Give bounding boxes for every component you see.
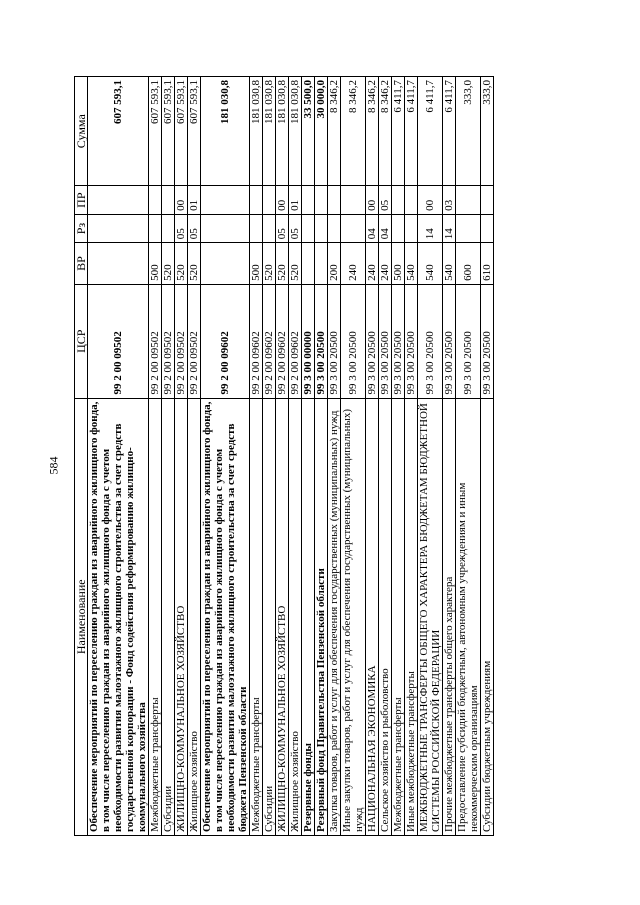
cell-vr: 240 — [366, 243, 379, 285]
cell-sum: 333,0 — [481, 77, 494, 186]
cell-rz: 04 — [379, 214, 392, 242]
cell-rz — [162, 214, 175, 242]
cell-vr: 520 — [276, 243, 289, 285]
cell-sum: 607 593,1 — [149, 77, 162, 186]
table-row — [201, 77, 250, 836]
cell-csr: 99 3 00 20500 — [443, 284, 456, 398]
cell-rz: 04 — [366, 214, 379, 242]
cell-rz — [481, 214, 494, 242]
cell-rz — [201, 214, 250, 242]
cell-name: Субсидии — [162, 398, 175, 835]
cell-sum: 181 030,8 — [201, 77, 250, 186]
cell-pr: 01 — [289, 186, 302, 214]
table-header-row — [75, 77, 88, 836]
table-row — [250, 77, 263, 836]
cell-csr: 99 3 00 20500 — [315, 284, 328, 398]
cell-rz — [149, 214, 162, 242]
cell-vr — [315, 243, 328, 285]
cell-rz: 05 — [276, 214, 289, 242]
cell-vr: 520 — [263, 243, 276, 285]
cell-vr — [201, 243, 250, 285]
cell-vr: 240 — [341, 243, 366, 285]
cell-pr — [263, 186, 276, 214]
cell-name: Прочие межбюджетные трансферты общего характера — [443, 398, 456, 835]
cell-vr: 500 — [250, 243, 263, 285]
table-row — [392, 77, 405, 836]
cell-rz: 05 — [289, 214, 302, 242]
cell-vr: 610 — [481, 243, 494, 285]
table-row — [481, 77, 494, 836]
cell-vr: 240 — [379, 243, 392, 285]
cell-sum: 607 593,1 — [175, 77, 188, 186]
cell-csr: 99 2 00 09602 — [276, 284, 289, 398]
cell-pr — [250, 186, 263, 214]
cell-rz — [341, 214, 366, 242]
table-row — [418, 77, 443, 836]
cell-name: Иные закупки товаров, работ и услуг для обеспечения государственных (муниципальных) нужд — [341, 398, 366, 835]
cell-rz — [392, 214, 405, 242]
header-vr: ВР — [75, 243, 88, 285]
table-row — [366, 77, 379, 836]
cell-vr: 520 — [289, 243, 302, 285]
cell-rz — [405, 214, 418, 242]
table-row — [302, 77, 315, 836]
cell-rz: 05 — [175, 214, 188, 242]
table-row — [315, 77, 328, 836]
budget-table — [74, 76, 494, 836]
cell-sum: 8 346,2 — [366, 77, 379, 186]
cell-csr: 99 2 00 09502 — [149, 284, 162, 398]
cell-rz — [328, 214, 341, 242]
cell-pr: 00 — [366, 186, 379, 214]
cell-name: Предоставление субсидий бюджетным, автономным учреждениям и иным некоммерческим организациям — [456, 398, 481, 835]
header-pr: ПР — [75, 186, 88, 214]
cell-name: Межбюджетные трансферты — [149, 398, 162, 835]
table-row — [175, 77, 188, 836]
cell-sum: 333,0 — [456, 77, 481, 186]
table-row — [149, 77, 162, 836]
cell-rz — [456, 214, 481, 242]
table-row — [276, 77, 289, 836]
cell-sum: 181 030,8 — [289, 77, 302, 186]
cell-pr: 01 — [188, 186, 201, 214]
cell-csr: 99 2 00 09502 — [175, 284, 188, 398]
table-row — [88, 77, 149, 836]
cell-pr — [201, 186, 250, 214]
cell-sum: 6 411,7 — [405, 77, 418, 186]
cell-vr: 540 — [405, 243, 418, 285]
cell-name: Жилищное хозяйство — [289, 398, 302, 835]
cell-pr: 00 — [418, 186, 443, 214]
cell-sum: 607 593,1 — [88, 77, 149, 186]
cell-name: Резервный фонд Правительства Пензенской области — [315, 398, 328, 835]
cell-name: Субсидии бюджетным учреждениям — [481, 398, 494, 835]
cell-vr — [302, 243, 315, 285]
cell-sum: 6 411,7 — [443, 77, 456, 186]
cell-sum: 607 593,1 — [188, 77, 201, 186]
cell-csr: 99 3 00 20500 — [456, 284, 481, 398]
cell-sum: 181 030,8 — [263, 77, 276, 186]
table-row — [379, 77, 392, 836]
page-number: 584 — [46, 456, 61, 475]
table-row — [289, 77, 302, 836]
cell-pr — [405, 186, 418, 214]
cell-csr: 99 2 00 09502 — [188, 284, 201, 398]
cell-name: МЕЖБЮДЖЕТНЫЕ ТРАНСФЕРТЫ ОБЩЕГО ХАРАКТЕРА БЮДЖЕТАМ БЮДЖЕТНОЙ СИСТЕМЫ РОССИЙСКОЙ ФЕДЕРАЦИИ — [418, 398, 443, 835]
cell-vr: 520 — [188, 243, 201, 285]
cell-vr: 540 — [418, 243, 443, 285]
cell-vr: 520 — [175, 243, 188, 285]
cell-csr: 99 3 00 20500 — [481, 284, 494, 398]
cell-pr — [392, 186, 405, 214]
cell-sum: 6 411,7 — [418, 77, 443, 186]
cell-vr: 500 — [149, 243, 162, 285]
cell-name: Межбюджетные трансферты — [250, 398, 263, 835]
cell-pr — [328, 186, 341, 214]
cell-name: Межбюджетные трансферты — [392, 398, 405, 835]
cell-pr — [162, 186, 175, 214]
cell-csr: 99 2 00 09602 — [263, 284, 276, 398]
cell-csr: 99 3 00 20500 — [341, 284, 366, 398]
cell-vr: 520 — [162, 243, 175, 285]
cell-vr: 200 — [328, 243, 341, 285]
table-row — [328, 77, 341, 836]
cell-name: Обеспечение мероприятий по переселению граждан из аварийного жилищного фонда, в том числе переселению граждан из аварийного жилищного фонда с учетом необходимости развития малоэтажного жилищного строительства за счет средств государственной корпорации - Фонд содействия реформированию жилищно-коммунального хозяйства — [88, 398, 149, 835]
cell-name: Резервные фонды — [302, 398, 315, 835]
cell-sum: 181 030,8 — [276, 77, 289, 186]
table-row — [341, 77, 366, 836]
table-row — [405, 77, 418, 836]
cell-rz — [88, 214, 149, 242]
cell-sum: 33 500,0 — [302, 77, 315, 186]
cell-pr: 00 — [276, 186, 289, 214]
cell-csr: 99 3 00 20500 — [418, 284, 443, 398]
cell-csr: 99 2 00 09502 — [88, 284, 149, 398]
cell-csr: 99 2 00 09602 — [289, 284, 302, 398]
cell-vr: 540 — [443, 243, 456, 285]
cell-vr: 500 — [392, 243, 405, 285]
header-name: Наименование — [75, 398, 88, 835]
table-body — [88, 77, 494, 836]
cell-pr — [341, 186, 366, 214]
cell-name: Сельское хозяйство и рыболовство — [379, 398, 392, 835]
cell-sum: 181 030,8 — [250, 77, 263, 186]
cell-sum: 8 346,2 — [328, 77, 341, 186]
table-row — [188, 77, 201, 836]
cell-name: Обеспечение мероприятий по переселению граждан из аварийного жилищного фонда, в том числе переселению граждан из аварийного жилищного фонда с учетом необходимости развития малоэтажного жилищного строительства за счет средств бюджета Пензенской области — [201, 398, 250, 835]
cell-name: НАЦИОНАЛЬНАЯ ЭКОНОМИКА — [366, 398, 379, 835]
table-row — [162, 77, 175, 836]
cell-rz: 14 — [443, 214, 456, 242]
cell-pr — [302, 186, 315, 214]
cell-name: ЖИЛИЩНО-КОММУНАЛЬНОЕ ХОЗЯЙСТВО — [276, 398, 289, 835]
cell-csr: 99 2 00 09602 — [250, 284, 263, 398]
cell-name: ЖИЛИЩНО-КОММУНАЛЬНОЕ ХОЗЯЙСТВО — [175, 398, 188, 835]
cell-pr — [88, 186, 149, 214]
cell-pr — [481, 186, 494, 214]
cell-rz — [250, 214, 263, 242]
cell-rz: 05 — [188, 214, 201, 242]
cell-vr: 600 — [456, 243, 481, 285]
cell-pr: 05 — [379, 186, 392, 214]
cell-csr: 99 2 00 09602 — [201, 284, 250, 398]
cell-rz: 14 — [418, 214, 443, 242]
cell-pr: 03 — [443, 186, 456, 214]
table-row — [263, 77, 276, 836]
cell-vr — [88, 243, 149, 285]
cell-csr: 99 3 00 20500 — [328, 284, 341, 398]
header-rz: Рз — [75, 214, 88, 242]
cell-sum: 30 000,0 — [315, 77, 328, 186]
cell-name: Закупка товаров, работ и услуг для обеспечения государственных (муниципальных) нужд — [328, 398, 341, 835]
cell-sum: 8 346,2 — [341, 77, 366, 186]
cell-csr: 99 2 00 09502 — [162, 284, 175, 398]
rotated-table-container — [74, 76, 584, 836]
cell-name: Жилищное хозяйство — [188, 398, 201, 835]
cell-csr: 99 3 00 20500 — [405, 284, 418, 398]
cell-rz — [302, 214, 315, 242]
cell-sum: 8 346,2 — [379, 77, 392, 186]
cell-csr: 99 3 00 20500 — [379, 284, 392, 398]
cell-sum: 6 411,7 — [392, 77, 405, 186]
table-row — [456, 77, 481, 836]
cell-name: Иные межбюджетные трансферты — [405, 398, 418, 835]
cell-rz — [315, 214, 328, 242]
cell-csr: 99 3 00 20500 — [392, 284, 405, 398]
cell-rz — [263, 214, 276, 242]
cell-sum: 607 593,1 — [162, 77, 175, 186]
header-csr: ЦСР — [75, 284, 88, 398]
cell-pr — [149, 186, 162, 214]
cell-csr: 99 3 00 20500 — [366, 284, 379, 398]
cell-pr — [315, 186, 328, 214]
header-sum: Сумма — [75, 77, 88, 186]
cell-csr: 99 3 00 00000 — [302, 284, 315, 398]
table-row — [443, 77, 456, 836]
cell-pr: 00 — [175, 186, 188, 214]
cell-name: Субсидии — [263, 398, 276, 835]
cell-pr — [456, 186, 481, 214]
